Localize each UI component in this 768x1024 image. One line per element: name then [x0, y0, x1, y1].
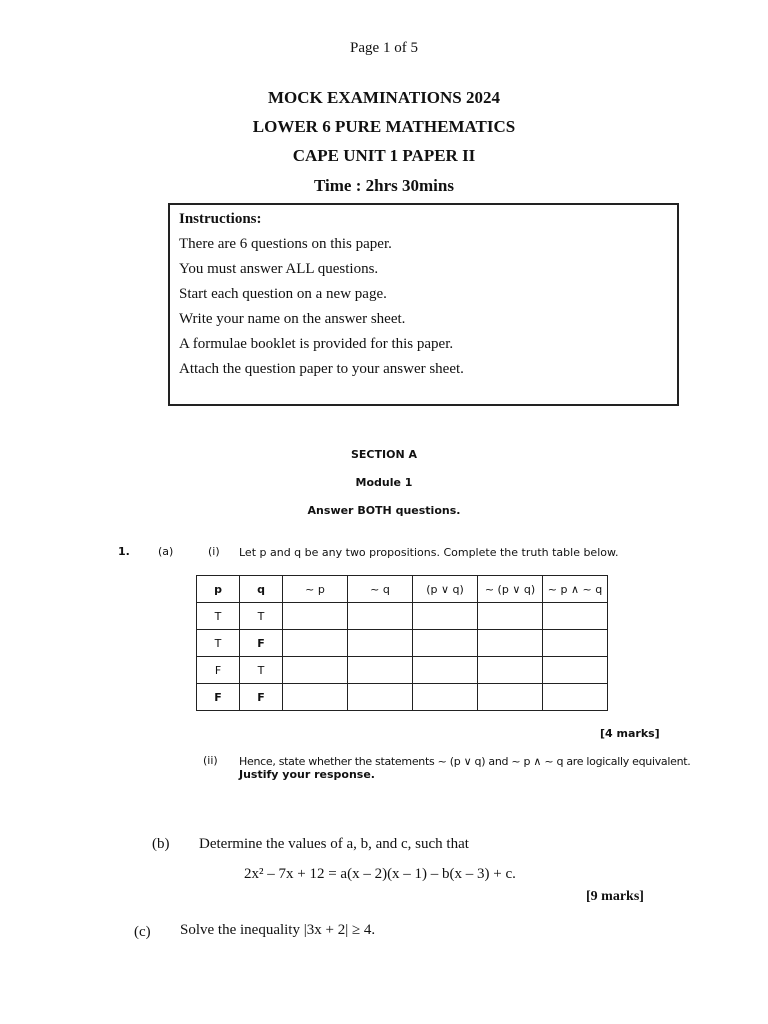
- answer-cell: [283, 630, 348, 657]
- table-cell: T: [197, 603, 240, 630]
- part-c-text: Solve the inequality |3x + 2| ≥ 4.: [180, 922, 376, 938]
- answer-cell: [413, 657, 478, 684]
- answer-cell: [543, 630, 608, 657]
- table-row: [197, 657, 608, 684]
- instruction-item: There are 6 questions on this paper.: [179, 236, 392, 252]
- table-row: [197, 684, 608, 711]
- paper-title: CAPE UNIT 1 PAPER II: [292, 146, 476, 165]
- header-cell: ~ (p ∨ q): [478, 576, 543, 603]
- table-cell: F: [197, 684, 240, 711]
- instruction-item: You must answer ALL questions.: [179, 261, 379, 277]
- part-b-label: (b): [152, 836, 170, 852]
- answer-cell: [283, 603, 348, 630]
- instruction-item: Write your name on the answer sheet.: [179, 311, 406, 327]
- answer-cell: [478, 657, 543, 684]
- part-c-label: (c): [134, 924, 151, 940]
- answer-cell: [543, 657, 608, 684]
- answer-cell: [348, 603, 413, 630]
- header-cell: (p ∨ q): [413, 576, 478, 603]
- instruction-item: A formulae booklet is provided for this paper.: [179, 336, 454, 352]
- question-number: 1.: [118, 545, 130, 558]
- header-cell: ~ q: [348, 576, 413, 603]
- table-header-row: [197, 576, 608, 603]
- marks-b: [9 marks]: [586, 889, 644, 904]
- table-cell: T: [240, 603, 283, 630]
- table-cell: F: [197, 657, 240, 684]
- header-cell: q: [240, 576, 283, 603]
- table-row: [197, 630, 608, 657]
- part-a-ii-text-2: Justify your response.: [239, 768, 375, 781]
- header-cell: p: [197, 576, 240, 603]
- answer-cell: [348, 630, 413, 657]
- table-row: [197, 603, 608, 630]
- answer-cell: [283, 657, 348, 684]
- time-allowed: Time : 2hrs 30mins: [314, 176, 454, 195]
- module-title: Module 1: [355, 476, 413, 489]
- part-a-i-text: Let p and q be any two propositions. Complete the truth table below.: [239, 546, 619, 559]
- part-b-equation: 2x² – 7x + 12 = a(x – 2)(x – 1) – b(x – 3) + c.: [244, 866, 516, 882]
- part-a-ii-label: (ii): [203, 754, 218, 767]
- table-cell: T: [197, 630, 240, 657]
- subject-title: LOWER 6 PURE MATHEMATICS: [252, 117, 516, 136]
- answer-cell: [543, 603, 608, 630]
- section-instruction: Answer BOTH questions.: [307, 504, 461, 517]
- answer-cell: [478, 684, 543, 711]
- instruction-item: Attach the question paper to your answer sheet.: [179, 361, 464, 377]
- table-cell: T: [240, 657, 283, 684]
- part-a-label: (a): [158, 545, 174, 558]
- header-cell: ~ p ∧ ~ q: [543, 576, 608, 603]
- section-title: SECTION A: [350, 448, 417, 461]
- table-cell: F: [240, 684, 283, 711]
- page-number: Page 1 of 5: [350, 40, 418, 56]
- answer-cell: [543, 684, 608, 711]
- header-cell: ~ p: [283, 576, 348, 603]
- part-a-i-label: (i): [208, 545, 220, 558]
- answer-cell: [413, 630, 478, 657]
- answer-cell: [283, 684, 348, 711]
- answer-cell: [348, 684, 413, 711]
- exam-title: MOCK EXAMINATIONS 2024: [267, 88, 501, 107]
- instructions-title: Instructions:: [179, 211, 262, 227]
- answer-cell: [478, 603, 543, 630]
- answer-cell: [413, 603, 478, 630]
- instructions-box: [168, 203, 679, 406]
- answer-cell: [348, 657, 413, 684]
- instruction-item: Start each question on a new page.: [179, 286, 387, 302]
- part-a-ii-text: Hence, state whether the statements ~ (p ∨ q) and ~ p ∧ ~ q are logically equivalent.: [239, 755, 691, 768]
- part-b-text: Determine the values of a, b, and c, such that: [199, 836, 469, 852]
- answer-cell: [478, 630, 543, 657]
- answer-cell: [413, 684, 478, 711]
- table-cell: F: [240, 630, 283, 657]
- marks-a-i: [4 marks]: [600, 727, 660, 740]
- truth-table: [196, 575, 608, 711]
